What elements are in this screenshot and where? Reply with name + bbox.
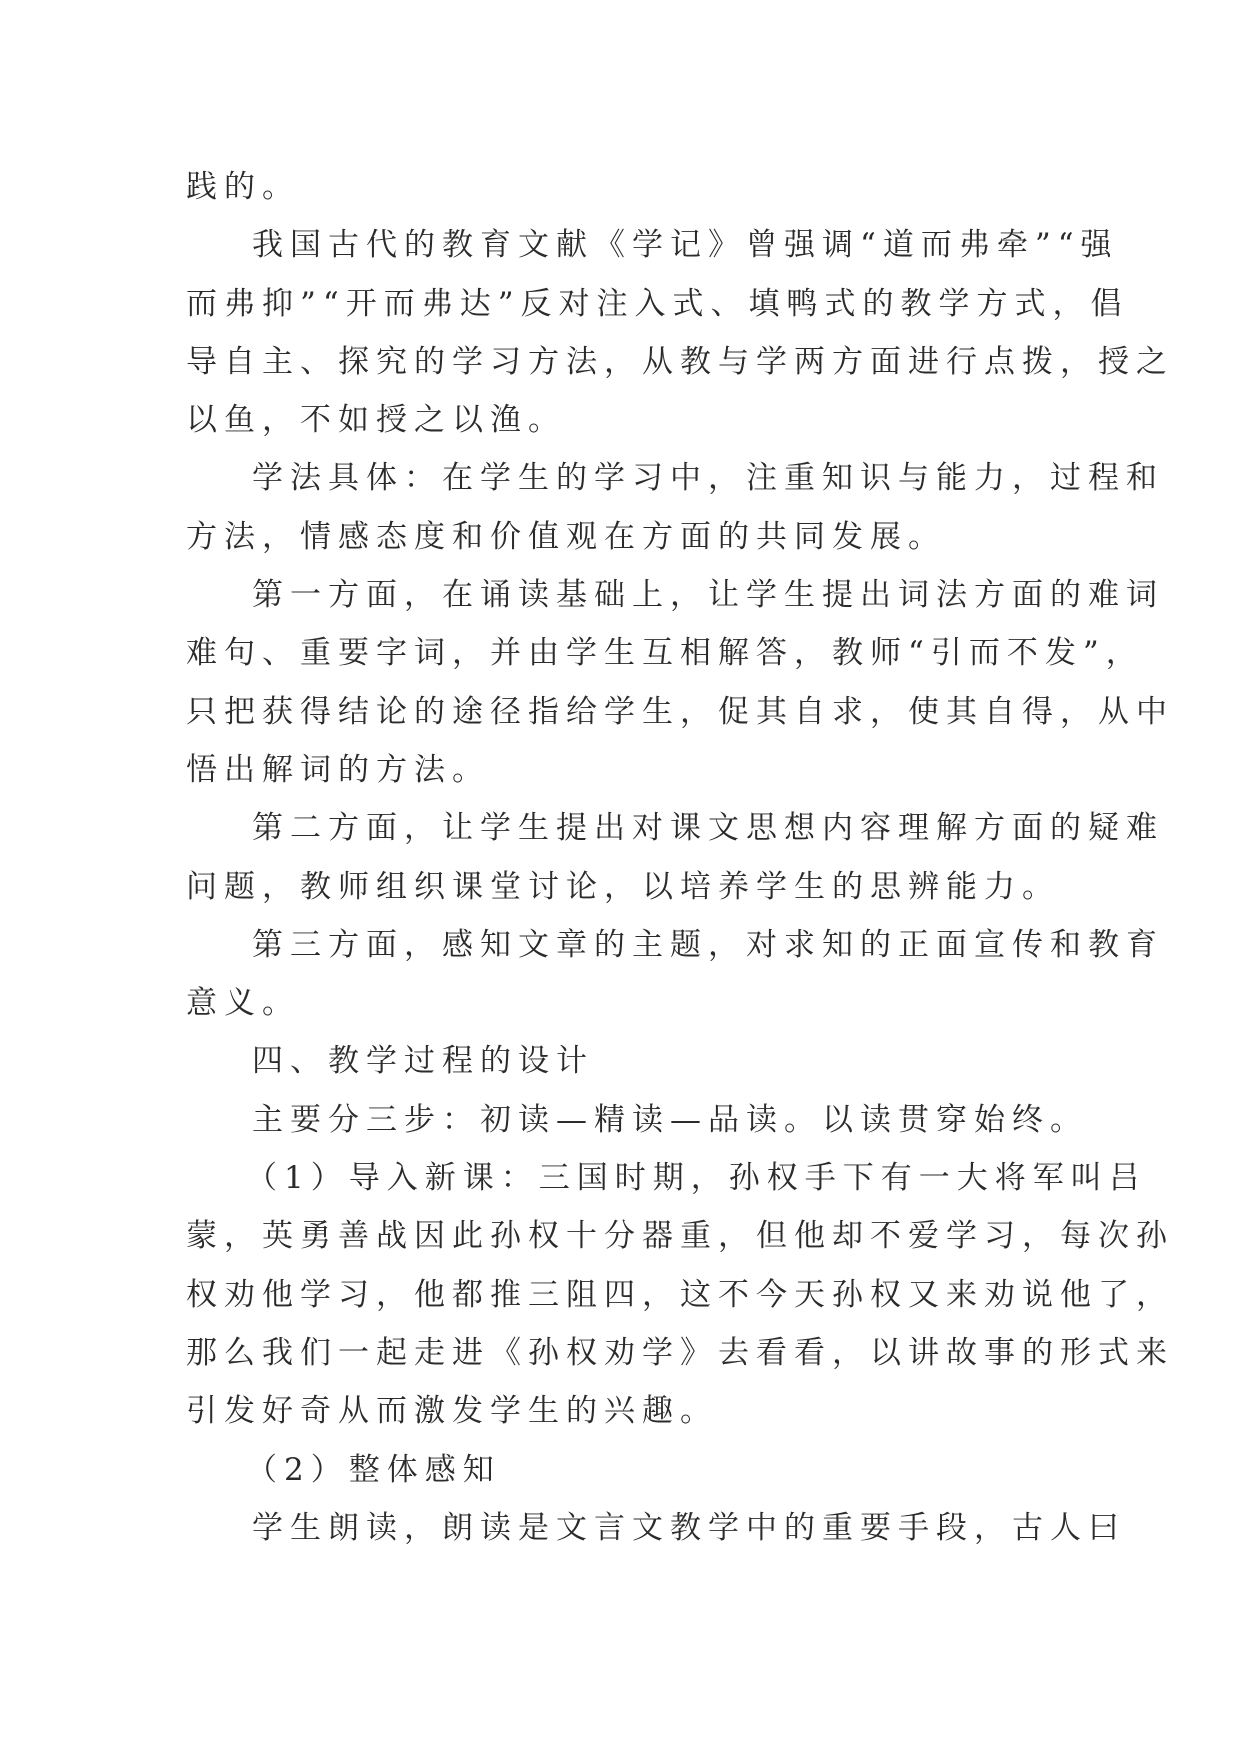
document-body: [186, 158, 1174, 1557]
text-line: 只把获得结论的途径指给学生，促其自求，使其自得，从中: [186, 693, 1174, 730]
paragraph-start-line: （1）导入新课：三国时期，孙权手下有一大将军叫吕: [246, 1160, 1147, 1197]
text-line: 问题，教师组织课堂讨论，以培养学生的思辨能力。: [186, 868, 1060, 905]
text-line: 以鱼，不如授之以渔。: [186, 402, 566, 439]
paragraph-start-line: 我国古代的教育文献《学记》曾强调“道而弗牵”“强: [252, 227, 1119, 264]
text-line: 意义。: [186, 985, 300, 1022]
paragraph-start-line: 学生朗读，朗读是文言文教学中的重要手段，古人曰: [252, 1509, 1126, 1546]
paragraph-start-line: 学法具体：在学生的学习中，注重知识与能力，过程和: [252, 460, 1164, 497]
text-line: 悟出解词的方法。: [186, 751, 490, 788]
text-line: 难句、重要字词，并由学生互相解答，教师“引而不发”，: [186, 635, 1144, 672]
paragraph-start-line: 主要分三步：初读—精读—品读。以读贯穿始终。: [252, 1101, 1088, 1138]
subsection-heading: （2）整体感知: [246, 1451, 501, 1488]
text-line: 而弗抑”“开而弗达”反对注入式、填鸭式的教学方式，倡: [186, 285, 1129, 322]
text-line: 权劝他学习，他都推三阻四，这不今天孙权又来劝说他了，: [186, 1276, 1174, 1313]
text-line: 导自主、探究的学习方法，从教与学两方面进行点拨，授之: [186, 343, 1174, 380]
text-line: 践的。: [186, 169, 300, 205]
text-line: 引发好奇从而激发学生的兴趣。: [186, 1393, 718, 1430]
paragraph-start-line: 第一方面，在诵读基础上，让学生提出词法方面的难词: [252, 577, 1164, 614]
paragraph-start-line: 第三方面，感知文章的主题，对求知的正面宣传和教育: [252, 926, 1164, 963]
section-heading: 四、教学过程的设计: [252, 1043, 594, 1080]
paragraph-start-line: 第二方面，让学生提出对课文思想内容理解方面的疑难: [252, 810, 1164, 847]
text-line: 方法，情感态度和价值观在方面的共同发展。: [186, 518, 946, 555]
text-line: 蒙，英勇善战因此孙权十分器重，但他却不爱学习，每次孙: [186, 1218, 1174, 1255]
text-line: 那么我们一起走进《孙权劝学》去看看，以讲故事的形式来: [186, 1334, 1174, 1371]
